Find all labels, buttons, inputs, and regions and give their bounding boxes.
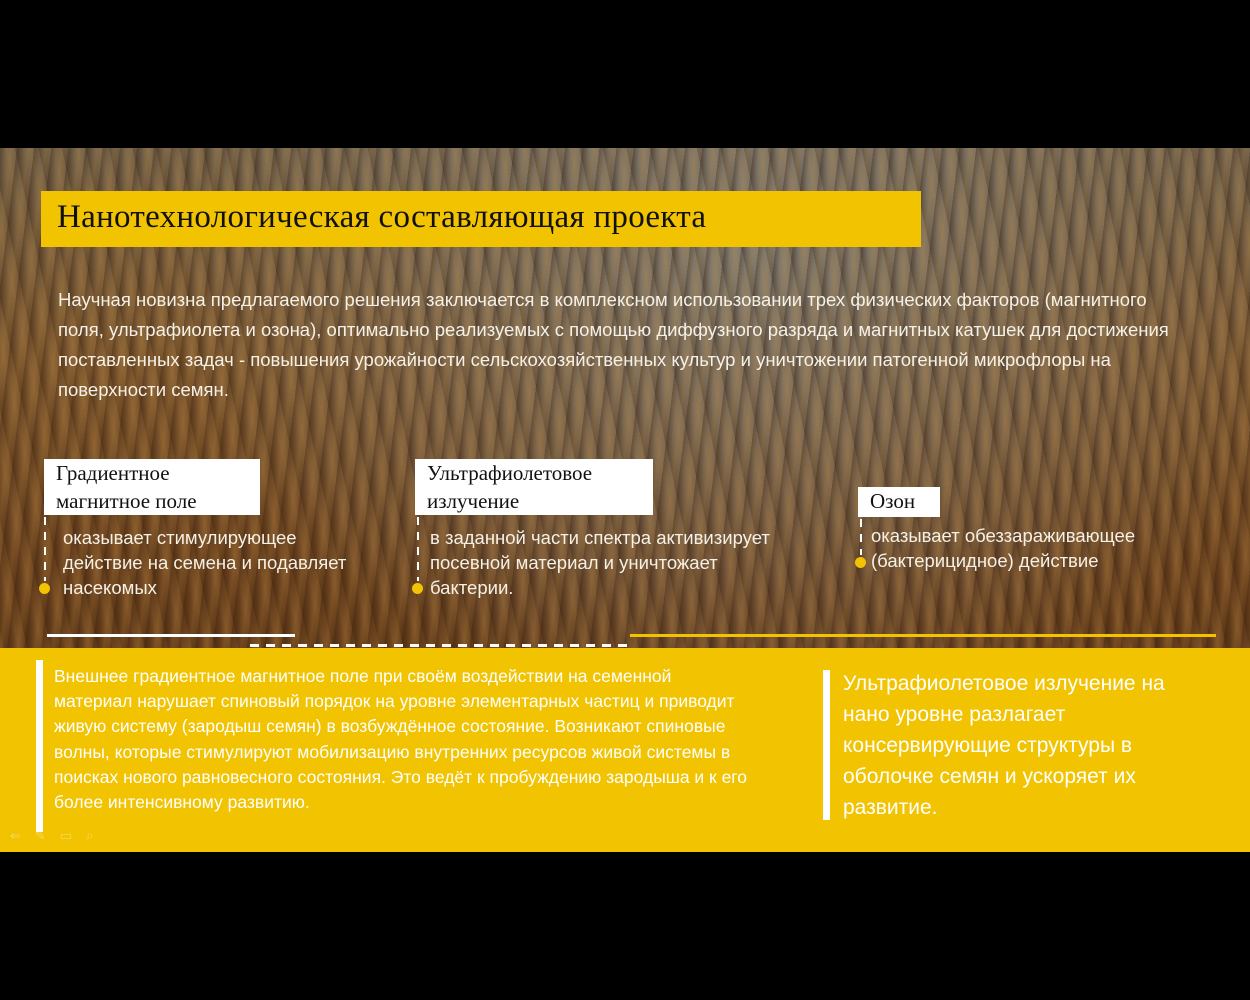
factor-label-line: излучение: [427, 489, 520, 513]
slide: [0, 148, 1250, 852]
factor-label-line: Градиентное: [56, 461, 170, 485]
timeline-connector: [44, 517, 46, 581]
slide-title: Нанотехнологическая составляющая проекта: [57, 199, 707, 235]
factor-label-magnetic: [44, 459, 260, 515]
timeline-connector: [860, 519, 862, 555]
bottom-panel: [0, 648, 1250, 852]
factor-label-line: Ультрафиолетовое: [427, 461, 593, 485]
intro-paragraph: Научная новизна предлагаемого решения заключается в комплексном использовании трех физических факторов (магнитного поля, ультрафиолета и озона), оптимально реализуемых с помощью диффузного разряда и магнитных катушек для достижения поставленных задач - повышения урожайности сельскохозяйственных культур и уничтожении патогенной микрофлоры на поверхности семян.: [58, 289, 1169, 400]
factor-label-line: Озон: [870, 489, 916, 513]
uv-effect-text: Ультрафиолетовое излучение на нано уровне разлагает консервирующие структуры в оболочке семян и ускоряет их развитие.: [843, 672, 1165, 819]
zoom-icon[interactable]: ⌕: [86, 828, 94, 843]
pen-icon[interactable]: ✎: [34, 828, 46, 843]
factor-label-uv: [415, 459, 653, 515]
magnetic-effect-text: Внешнее градиентное магнитное поле при своём воздействии на семенной материал нарушает спиновый порядок на уровне элементарных частиц и приводит живую систему (зародыш семян) в возбуждённое состояние. Возникают спиновые волны, которые стимулируют мобилизацию внутренних ресурсов живой системы в поисках нового равновесного состояния. Это ведёт к пробуждению зародыша и к его более интенсивному развитию.: [54, 666, 748, 813]
back-arrow-icon[interactable]: ⇐: [10, 828, 21, 843]
factor-desc-uv: в заданной части спектра активизирует посевной материал и уничтожает бактерии.: [430, 527, 770, 598]
timeline-dot: [39, 583, 50, 594]
timeline-dot: [412, 583, 423, 594]
factor-desc-magnetic: оказывает стимулирующее действие на семена и подавляет насекомых: [63, 527, 347, 598]
quote-bar: [823, 670, 830, 820]
divider-line: [47, 634, 295, 637]
factor-desc-ozone: оказывает обеззараживающее (бактерицидное) действие: [871, 525, 1136, 571]
slides-icon[interactable]: ▭: [59, 828, 73, 843]
divider-dashed: [250, 644, 630, 647]
slideshow-nav: [10, 828, 93, 844]
factor-label-ozone: [858, 487, 940, 517]
quote-bar: [36, 660, 43, 832]
factor-label-line: магнитное поле: [56, 489, 197, 513]
timeline-dot: [855, 557, 866, 568]
title-banner: [41, 191, 921, 247]
divider-accent: [630, 634, 1216, 637]
timeline-connector: [417, 517, 419, 581]
